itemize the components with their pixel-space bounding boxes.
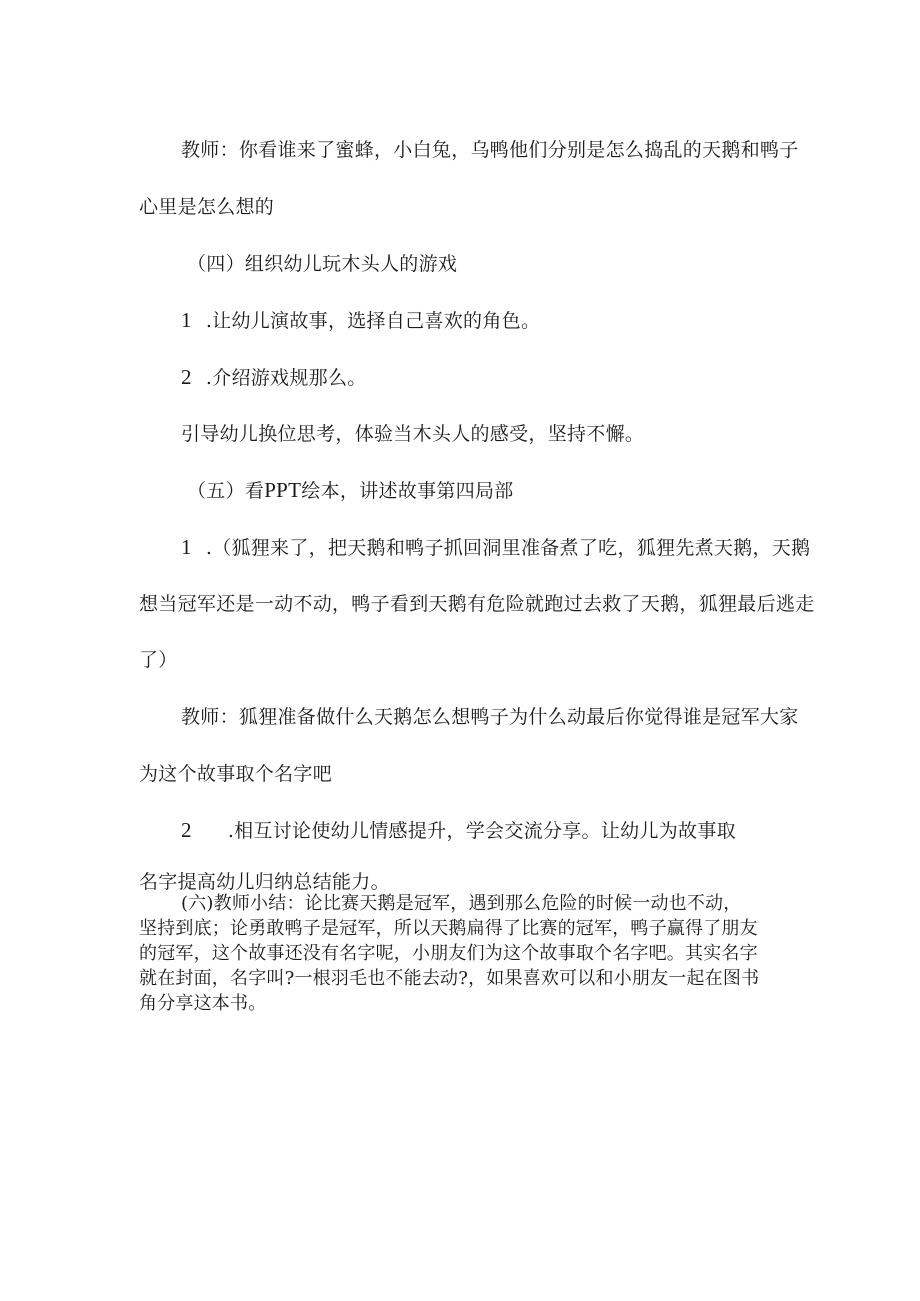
section-5-item-1-line-2: 想当冠军还是一动不动，鸭子看到天鹅有危险就跑过去救了天鹅，狐狸最后逃走 xyxy=(139,593,815,615)
section-6-summary-line-2: 坚持到底；论勇敢鸭子是冠军，所以天鹅扁得了比赛的冠军，鸭子赢得了朋友 xyxy=(139,918,758,939)
section-5-item-1-line-3: 了） xyxy=(139,649,178,671)
item-text: .让幼儿演故事，选择自己喜欢的角色。 xyxy=(205,310,541,332)
section-5-item-1-line-1 xyxy=(181,534,810,561)
item-text: .（狐狸来了，把天鹅和鸭子抓回洞里准备煮了吃，狐狸先煮天鹅，天鹅 xyxy=(205,537,811,559)
item-number: 2 xyxy=(181,365,192,389)
teacher-question-line-1: 教师：你看谁来了蜜蜂，小白兔，乌鸭他们分别是怎么捣乱的天鹅和鸭子 xyxy=(181,139,799,161)
section-4-heading: （四）组织幼儿玩木头人的游戏 xyxy=(187,253,458,275)
section-4-item-2 xyxy=(181,364,367,391)
teacher-question-line-2: 心里是怎么想的 xyxy=(139,196,275,218)
item-number: 1 xyxy=(181,535,192,559)
section-5-teacher-line-1: 教师：狐狸准备做什么天鹅怎么想鸭子为什么动最后你觉得谁是冠军大家 xyxy=(181,706,799,728)
item-number: 1 xyxy=(181,308,192,332)
section-4-guide-text: 引导幼儿换位思考，体验当木头人的感受，坚持不懈。 xyxy=(181,423,645,445)
heading-ppt: PPT xyxy=(264,478,302,502)
section-5-item-2 xyxy=(181,817,736,844)
item-text: .相互讨论使幼儿情感提升，学会交流分享。让幼儿为故事取 xyxy=(227,820,736,842)
item-number: 2 xyxy=(181,818,192,842)
section-5-heading xyxy=(187,477,514,504)
heading-part: 绘本，讲述故事第四局部 xyxy=(301,480,514,502)
section-6-summary-line-5: 角分享这本书。 xyxy=(139,993,267,1014)
section-6-summary-line-3: 的冠军，这个故事还没有名字呢，小朋友们为这个故事取个名字吧。其实名字 xyxy=(139,943,758,964)
section-6-summary-line-1: (六)教师小结：论比赛天鹅是冠军，遇到那么危险的时候一动也不动， xyxy=(181,893,742,914)
section-6-summary-line-4: 就在封面，名字叫?一根羽毛也不能去动?，如果喜欢可以和小朋友一起在图书 xyxy=(139,968,760,989)
section-5-teacher-line-2: 为这个故事取个名字吧 xyxy=(139,763,333,785)
item-text: .介绍游戏规那么。 xyxy=(205,367,367,389)
section-4-item-1 xyxy=(181,307,540,334)
heading-part: （五）看 xyxy=(187,480,265,502)
section-5-item-2-continuation: 名字提高幼儿归纳总结能力。 xyxy=(139,871,390,893)
